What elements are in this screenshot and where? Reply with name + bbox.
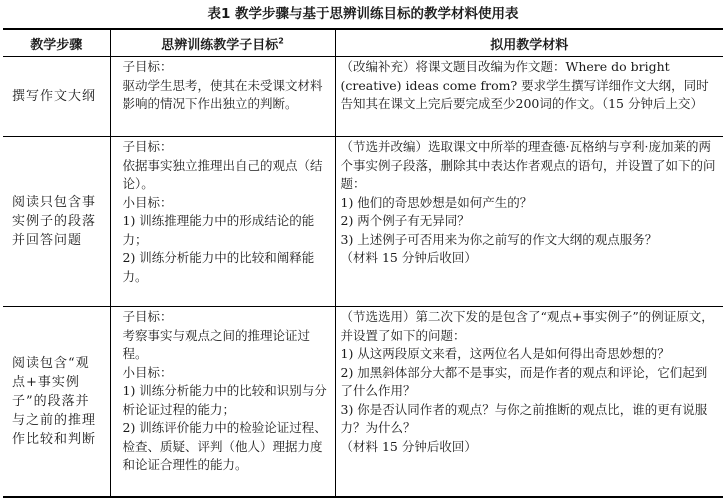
header-step [3,29,110,57]
teaching-materials-table [3,28,723,498]
material-line: 3) 你是否认同作者的观点？与你之前推断的观点比，谁的更有说服力？为什么？ [340,401,708,435]
goal-line: 依据事实独立推理出自己的观点（结论）。 [122,157,323,191]
header-goal-footnote: 2 [278,36,284,46]
step-cell: 阅读包含“观点+事实例子”的段落并与之前的推理作比较和判断 [3,307,110,497]
table-row [3,137,723,307]
material-line: 1) 从这两段原文来看，这两位名人是如何得出奇思妙想的？ [340,346,670,361]
goal-cell [110,57,335,137]
material-line: （改编补充）将课文题目改编为作文题：Where do bright (creative) ideas come from? 要求学生撰写详细作文大纲，同时告知其在课文上完后要完成至少200词的作文。（15 分钟后上交） [340,59,709,111]
material-line: 2) 加黑斜体部分大都不是事实，而是作者的观点和评论，它们起到了什么作用？ [340,364,708,398]
goal-line: 小目标： [122,364,173,380]
table-header-row [3,29,723,57]
header-step-label: 教学步骤 [30,37,83,53]
material-cell [335,307,723,497]
material-line: 2) 两个例子有无异同？ [340,213,470,228]
goal-line: 2) 训练评价能力中的检验论证过程、检查、质疑、评判（他人）理据力度和论证合理性的能力。 [122,420,327,472]
material-line: （材料 15 分钟后收回） [340,250,477,265]
goal-line: 子目标： [122,309,173,324]
goal-cell [110,307,335,497]
table-row [3,57,723,137]
material-line: 1) 他们的奇思妙想是如何产生的？ [340,194,533,210]
goal-line: 驱动学生思考，使其在未受课文材料影响的情况下作出独立的判断。 [122,77,323,111]
goal-cell [110,137,335,307]
header-goal-label: 思辨训练教学子目标 [161,37,279,53]
goal-line: 考察事实与观点之间的推理论证过程。 [122,327,311,361]
goal-line: 子目标： [122,59,173,74]
goal-line: 2) 训练分析能力中的比较和阐释能力。 [122,250,315,284]
goal-line: 1) 训练分析能力中的比较和识别与分析论证过程的能力； [122,383,327,417]
header-material [335,29,723,57]
table-row [3,307,723,497]
material-cell [335,57,723,137]
goal-line: 1) 训练推理能力中的形成结论的能力； [122,213,315,247]
material-line: 3) 上述例子可否用来为你之前写的作文大纲的观点服务？ [340,231,658,247]
material-line: （材料 15 分钟后收回） [340,438,477,454]
material-line: （节选选用）第二次下发的是包含了“观点+事实例子”的例证原文，并设置了如下的问题： [340,309,714,343]
step-cell: 阅读只包含事实例子的段落并回答问题 [3,137,110,307]
material-line: （节选并改编）选取课文中所举的理查德·瓦格纳与亨利·庞加莱的两个事实例子段落，删除其中表达作者观点的语句，并设置了如下的问题： [340,139,716,191]
step-cell: 撰写作文大纲 [3,57,110,137]
goal-line: 子目标： [122,139,173,154]
goal-line: 小目标： [122,194,173,210]
header-material-label: 拟用教学材料 [490,37,569,53]
header-goal [110,29,335,57]
material-cell [335,137,723,307]
table-title: 表1 教学步骤与基于思辨训练目标的教学材料使用表 [207,6,519,22]
